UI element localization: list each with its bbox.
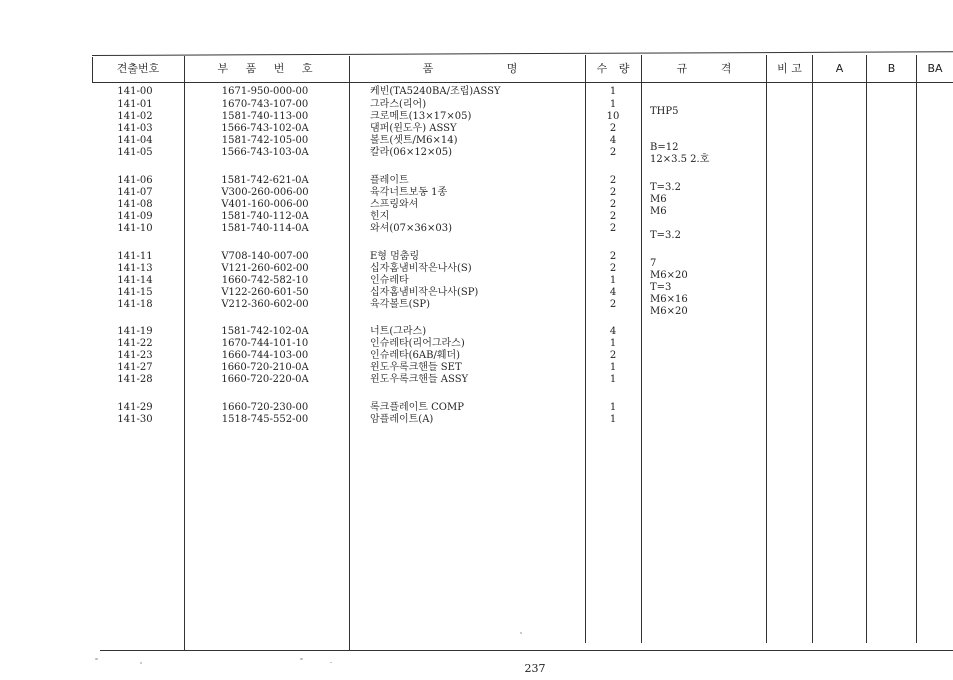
header-remark: 비 고 [777, 62, 802, 75]
cell-name: 볼트(셋트/M6×14) [370, 135, 458, 146]
cell-part-number: 1671-950-000-00 [221, 86, 309, 97]
cell-name: 힌지 [370, 211, 390, 222]
cell-code: 141-28 [117, 374, 153, 385]
cell-name: 너트(그라스) [370, 326, 427, 337]
header-b: B [887, 62, 896, 75]
cell-name: 인슈레타 [370, 275, 409, 286]
cell-part-number: V122-260-601-50 [221, 287, 309, 298]
column-divider [812, 55, 813, 643]
cell-qty: 1 [609, 275, 617, 286]
cell-name: E형 멈춤링 [370, 251, 420, 262]
cell-code: 141-22 [117, 338, 153, 349]
cell-qty: 2 [609, 175, 617, 186]
cell-part-number: 1581-740-113-00 [221, 111, 309, 122]
cell-spec: T=3.2 [650, 182, 681, 193]
cell-name: 육각볼트(SP) [370, 299, 431, 310]
cell-part-number: V300-260-006-00 [221, 187, 309, 198]
cell-spec: 7 [650, 258, 657, 269]
cell-name: 스프링와셔 [370, 199, 419, 210]
cell-code: 141-01 [117, 99, 153, 110]
cell-qty: 2 [609, 251, 617, 262]
table-top-border [92, 51, 953, 56]
cell-code: 141-05 [117, 147, 153, 158]
cell-code: 141-08 [117, 199, 153, 210]
cell-part-number: 1670-743-107-00 [221, 99, 309, 110]
cell-spec: B=12 [650, 142, 679, 153]
scan-speck [300, 658, 303, 660]
cell-part-number: V401-160-006-00 [221, 199, 309, 210]
cell-name: 십자홈냄비작은나사(S) [370, 263, 472, 274]
cell-qty: 2 [609, 199, 617, 210]
cell-code: 141-09 [117, 211, 153, 222]
cell-qty: 2 [609, 123, 617, 134]
cell-spec: T=3 [650, 282, 672, 293]
cell-code: 141-29 [117, 402, 153, 413]
header-qty: 수 량 [596, 62, 630, 75]
header-a: A [835, 62, 844, 75]
header-bottom-border [92, 82, 953, 83]
cell-name: 그라스(리어) [370, 99, 427, 110]
cell-name: 인슈레타(리어그라스) [370, 338, 465, 349]
cell-part-number: 1660-720-230-00 [221, 402, 309, 413]
scan-speck [330, 662, 332, 663]
cell-qty: 1 [609, 362, 617, 373]
cell-part-number: 1581-742-102-0A [221, 326, 309, 337]
cell-code: 141-19 [117, 326, 153, 337]
cell-code: 141-02 [117, 111, 153, 122]
cell-name: 록크플레이트 COMP [370, 402, 464, 413]
cell-qty: 10 [606, 111, 620, 122]
cell-qty: 2 [609, 263, 617, 274]
cell-part-number: 1670-744-101-10 [221, 338, 309, 349]
cell-spec: 12×3.5 2.호 [650, 154, 710, 165]
column-divider [766, 55, 767, 643]
cell-qty: 2 [609, 211, 617, 222]
page-number: 237 [524, 662, 546, 675]
cell-name: 칼라(06×12×05) [370, 147, 453, 158]
cell-part-number: 1566-743-102-0A [221, 123, 309, 134]
header-name: 품 명 [422, 62, 518, 75]
cell-code: 141-13 [117, 263, 153, 274]
cell-part-number: V708-140-007-00 [221, 251, 309, 262]
cell-code: 141-07 [117, 187, 153, 198]
cell-qty: 2 [609, 187, 617, 198]
cell-part-number: 1581-742-105-00 [221, 135, 309, 146]
cell-name: 윈도우록크핸들 SET [370, 362, 462, 373]
column-divider [184, 56, 185, 650]
cell-part-number: 1660-744-103-00 [221, 350, 309, 361]
cell-qty: 2 [609, 223, 617, 234]
cell-code: 141-03 [117, 123, 153, 134]
cell-qty: 1 [609, 99, 617, 110]
column-divider [349, 56, 350, 650]
scan-speck [140, 662, 142, 664]
cell-part-number: V212-360-602-00 [221, 299, 309, 310]
cell-code: 141-15 [117, 287, 153, 298]
cell-name: 십자홈냄비작은나사(SP) [370, 287, 479, 298]
cell-spec: M6 [650, 206, 667, 217]
cell-name: 와셔(07×36×03) [370, 223, 453, 234]
cell-code: 141-14 [117, 275, 153, 286]
cell-part-number: 1581-740-114-0A [221, 223, 309, 234]
cell-qty: 1 [609, 414, 617, 425]
cell-name: 인슈레타(6AB/훼더) [370, 350, 461, 361]
scan-speck [95, 658, 98, 660]
column-divider [641, 55, 642, 643]
cell-code: 141-18 [117, 299, 153, 310]
header-part-number: 부 품 번 호 [217, 62, 313, 75]
cell-code: 141-23 [117, 350, 153, 361]
cell-spec: M6×20 [650, 270, 688, 281]
cell-qty: 2 [609, 299, 617, 310]
cell-code: 141-00 [117, 86, 153, 97]
cell-part-number: 1660-720-220-0A [221, 374, 309, 385]
table-bottom-border [100, 650, 953, 651]
cell-code: 141-04 [117, 135, 153, 146]
cell-name: 윈도우록크핸들 ASSY [370, 374, 469, 385]
cell-part-number: 1660-720-210-0A [221, 362, 309, 373]
cell-part-number: 1566-743-103-0A [221, 147, 309, 158]
cell-code: 141-06 [117, 175, 153, 186]
scan-speck [520, 632, 522, 634]
cell-name: 암플레이트(A) [370, 414, 434, 425]
column-divider [866, 55, 867, 643]
cell-spec: M6×20 [650, 306, 688, 317]
cell-spec: T=3.2 [650, 230, 681, 241]
cell-spec: THP5 [650, 106, 679, 117]
cell-qty: 4 [609, 326, 617, 337]
cell-name: 케빈(TA5240BA/조립)ASSY [370, 86, 501, 97]
cell-part-number: 1518-745-552-00 [221, 414, 309, 425]
cell-qty: 4 [609, 135, 617, 146]
cell-qty: 1 [609, 374, 617, 385]
cell-part-number: V121-260-602-00 [221, 263, 309, 274]
cell-code: 141-30 [117, 414, 153, 425]
cell-qty: 4 [609, 287, 617, 298]
cell-qty: 1 [609, 86, 617, 97]
cell-qty: 2 [609, 350, 617, 361]
column-divider [916, 55, 917, 643]
header-code: 견출번호 [116, 62, 160, 75]
cell-code: 141-10 [117, 223, 153, 234]
cell-qty: 1 [609, 402, 617, 413]
column-divider [92, 57, 93, 82]
cell-qty: 1 [609, 338, 617, 349]
cell-part-number: 1581-742-621-0A [221, 175, 309, 186]
cell-part-number: 1581-740-112-0A [221, 211, 309, 222]
cell-name: 크로메트(13×17×05) [370, 111, 472, 122]
cell-part-number: 1660-742-582-10 [221, 275, 309, 286]
header-spec: 규 격 [676, 62, 732, 75]
column-divider [585, 55, 586, 643]
cell-qty: 2 [609, 147, 617, 158]
cell-name: 댐퍼(윈도우) ASSY [370, 123, 457, 134]
cell-code: 141-11 [117, 251, 153, 262]
cell-name: 플레이트 [370, 175, 409, 186]
cell-code: 141-27 [117, 362, 153, 373]
cell-spec: M6×16 [650, 294, 688, 305]
header-ba: BA [927, 62, 943, 75]
cell-name: 육각너트보동 1종 [370, 187, 448, 198]
cell-spec: M6 [650, 194, 667, 205]
